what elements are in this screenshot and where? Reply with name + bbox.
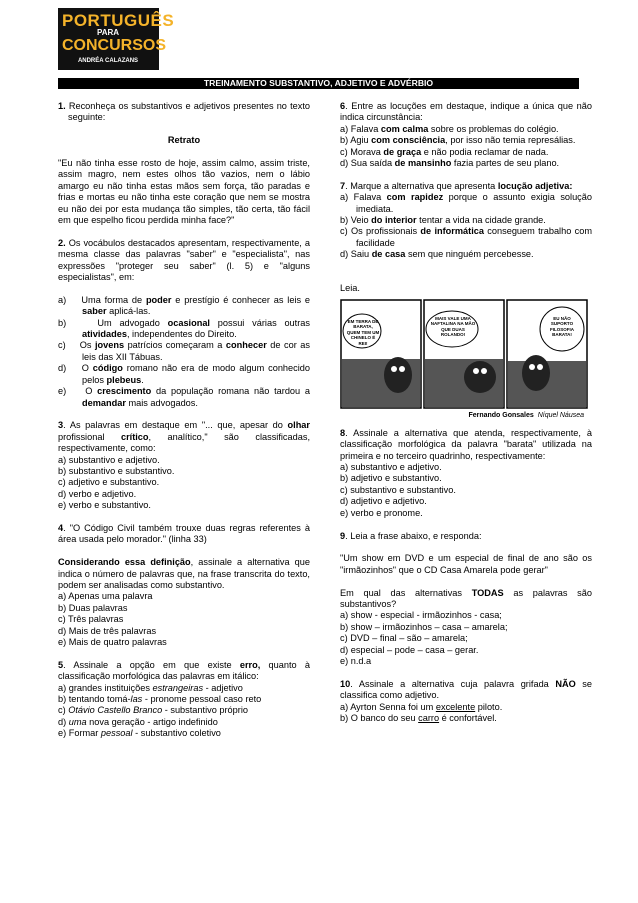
q2-option-d: d) O código romano não era de modo algum conhecido pelos plebeus. bbox=[58, 363, 310, 385]
speech-bubble-1: EM TERRA DE BARATA, QUEM TEM UM CHINELO É REI! bbox=[346, 318, 380, 346]
question-9: 9. Leia a frase abaixo, e responda: bbox=[340, 530, 482, 541]
left-column bbox=[58, 101, 310, 740]
q2-number: 2. bbox=[58, 237, 66, 248]
q9-option-b: b) show – irmãozinhos – casa – amarela; bbox=[340, 621, 508, 632]
poem-title bbox=[58, 135, 310, 146]
q2-option-b: b) Um advogado ocasional possui várias outras atividades, independentes do Direito. bbox=[58, 317, 310, 340]
q9-number: 9 bbox=[340, 530, 346, 541]
comic-credit: Fernando Gonsales Níquel Náusea bbox=[468, 411, 584, 419]
q3-option-e: e) verbo e substantivo. bbox=[58, 500, 151, 511]
q5-option-d: d) uma nova geração - artigo indefinido bbox=[58, 716, 218, 727]
question-2 bbox=[58, 238, 310, 284]
q10-option-a: a) Ayrton Senna foi um excelente piloto. bbox=[340, 701, 503, 712]
q9-option-c: c) DVD – final – são – amarela; bbox=[340, 633, 468, 644]
q5-option-e: e) Formar pessoal - substantivo coletivo bbox=[58, 728, 221, 739]
q9-quote: "Um show em DVD e um especial de final de ano são os "irmãozinhos" que o CD Casa Amarela pode gerar" bbox=[340, 553, 592, 575]
q8-option-c: c) substantivo e substantivo. bbox=[340, 484, 456, 495]
q8-number: 8 bbox=[340, 427, 346, 438]
question-6: 6. Entre as locuções em destaque, indique a única que não indica circunstância: bbox=[340, 101, 592, 123]
q4-option-e: e) Mais de quatro palavras bbox=[58, 636, 167, 647]
q9-option-e: e) n.d.a bbox=[340, 655, 372, 666]
logo-line2: PARA bbox=[96, 28, 120, 37]
q10-option-b: b) O banco do seu carro é confortável. bbox=[340, 712, 497, 723]
poem-text: "Eu não tinha esse rosto de hoje, assim calmo, assim triste, assim magro, nem estes olhos tão vazios, nem o lábio amargo eu não tinha estas mãos sem força, tão paradas e frias e mortas eu não tinha este coração que nem se mostra eu não dei por esta mudança tão simples, tão certa, tão fácil em que espelho ficou perdida minha face?" bbox=[58, 158, 310, 226]
question-10: 10. Assinale a alternativa cuja palavra grifada NÃO se classifica como adjetivo. bbox=[340, 678, 593, 701]
speech-bubble-2: MAIS VALE UMA NAFTALINA NA MÃO QUE DUAS ROLANDO! bbox=[430, 315, 476, 338]
q2-options bbox=[58, 295, 310, 409]
q2-option-c: c) Os jovens patrícios começaram a conhecer de cor as leis das XII Tábuas. bbox=[58, 340, 310, 362]
leia-label: Leia. bbox=[340, 283, 360, 294]
comic-strip bbox=[340, 299, 588, 420]
question-7: 7. Marque a alternativa que apresenta locução adjetiva: bbox=[340, 180, 573, 191]
logo bbox=[58, 8, 175, 70]
q2-option-e: e) O crescimento da população romana não tardou a demandar mais advogados. bbox=[58, 386, 311, 408]
q3-option-b: b) substantivo e substantivo. bbox=[58, 465, 175, 476]
q8-option-e: e) verbo e pronome. bbox=[340, 507, 423, 518]
q4-option-c: c) Três palavras bbox=[58, 614, 124, 625]
question-4: 4. "O Código Civil também trouxe duas regras referentes à área usada pelo morador." (linha 33) bbox=[58, 522, 310, 545]
q8-option-d: d) adjetivo e adjetivo. bbox=[340, 496, 427, 507]
logo-line3: CONCURSOS bbox=[62, 37, 167, 54]
title-banner: TREINAMENTO SUBSTANTIVO, ADJETIVO E ADVÉRBIO bbox=[58, 78, 579, 89]
q2-text: Os vocábulos destacados apresentam, respectivamente, a mesma classe das palavras "saber" e "especialista", nas expressões "proteger seu saber" (l. 5) e "alguns especialistas", em: bbox=[58, 237, 310, 283]
question-3: 3. As palavras em destaque em "... que, apesar do olhar profissional crítico, analítico," são classificadas, respectivamente, como: bbox=[58, 420, 310, 454]
question-1 bbox=[58, 101, 310, 124]
q2-option-a: a) Uma forma de poder e prestígio é conhecer as leis e saber aplicá-las. bbox=[58, 294, 310, 317]
q7-number: 7 bbox=[340, 180, 346, 191]
q7-option-d: d) Saiu de casa sem que ninguém percebesse. bbox=[340, 249, 534, 260]
question-5: 5. Assinale a opção em que existe erro, quanto à classificação morfológica das palavras em itálico: bbox=[58, 659, 310, 682]
logo-line4: ANDRÉA CALAZANS bbox=[77, 58, 139, 64]
q3-option-c: c) adjetivo e substantivo. bbox=[58, 477, 160, 488]
q1-number: 1. bbox=[58, 101, 66, 111]
q5-number: 5 bbox=[58, 659, 64, 670]
q10-number: 10 bbox=[340, 678, 351, 689]
q6-number: 6 bbox=[340, 101, 346, 111]
q4-option-b: b) Duas palavras bbox=[58, 602, 128, 613]
q5-option-c: c) Otávio Castello Branco - substantivo próprio bbox=[58, 705, 248, 716]
q6-option-b: b) Agiu com consciência, por isso não temia represálias. bbox=[340, 135, 576, 146]
q8-option-a: a) substantivo e adjetivo. bbox=[340, 462, 442, 473]
q4-option-d: d) Mais de três palavras bbox=[58, 625, 157, 636]
q3-number: 3 bbox=[58, 420, 64, 431]
q3-option-a: a) substantivo e adjetivo. bbox=[58, 454, 160, 465]
q1-intro: Reconheça os substantivos e adjetivos presentes no texto seguinte: bbox=[68, 101, 310, 123]
q4-instruction: Considerando essa definição, assinale a alternativa que indica o número de palavras que, na frase transcrita do texto, podem ser analisadas como substantivo. bbox=[58, 557, 310, 590]
q9-option-a: a) show - especial - irmãozinhos - casa; bbox=[340, 610, 502, 621]
q4-number: 4 bbox=[58, 522, 64, 533]
right-column bbox=[340, 101, 592, 724]
q7-option-c: c) Os profissionais de informática conseguem trabalho com facilidade bbox=[340, 226, 592, 248]
q4-option-a: a) Apenas uma palavra bbox=[58, 591, 153, 602]
poem-title-text: Retrato bbox=[167, 135, 201, 146]
q3-option-d: d) verbo e adjetivo. bbox=[58, 488, 137, 499]
logo-line1: PORTUGUÊS bbox=[62, 11, 175, 30]
question-8: 8. Assinale a alternativa que atenda, respectivamente, à classificação morfológica da palavra "barata" utilizada na primeira e no terceiro quadrinho, respectivamente: bbox=[340, 427, 592, 461]
q7-option-b: b) Veio do interior tentar a vida na cidade grande. bbox=[340, 215, 546, 226]
q6-option-c: c) Morava de graça e não podia reclamar de nada. bbox=[340, 146, 549, 157]
q8-option-b: b) adjetivo e substantivo. bbox=[340, 473, 442, 484]
q9-question: Em qual das alternativas TODAS as palavras são substantivos? bbox=[340, 587, 592, 609]
q5-option-b: b) tentando tomá-las - pronome pessoal caso reto bbox=[58, 694, 262, 704]
speech-bubble-3: EU NÃO SUPORTO FILOSOFIA BARATA! bbox=[550, 315, 574, 338]
q9-option-d: d) especial – pode – casa – gerar. bbox=[340, 644, 479, 655]
q6-option-a: a) Falava com calma sobre os problemas do colégio. bbox=[340, 123, 559, 134]
q5-option-a: a) grandes instituições estrangeiras - adjetivo bbox=[58, 682, 243, 693]
q6-option-d: d) Sua saída de mansinho fazia partes de seu plano. bbox=[340, 158, 560, 169]
q7-option-a: a) Falava com rapidez porque o assunto exigia solução imediata. bbox=[340, 192, 592, 214]
